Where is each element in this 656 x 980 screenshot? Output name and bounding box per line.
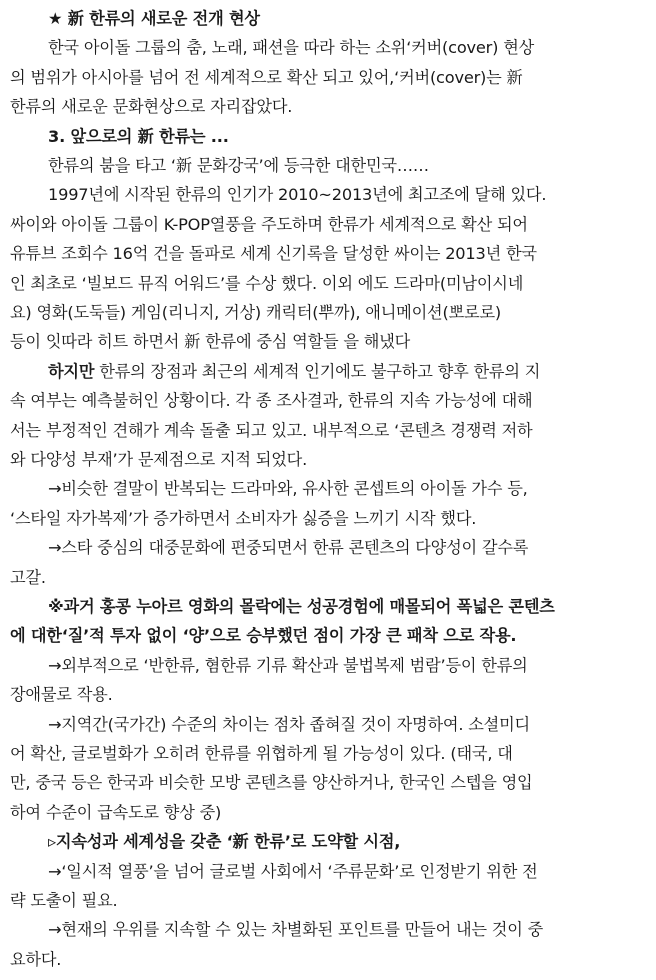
text-line: 서는 부정적인 견해가 계속 돌출 되고 있고. 내부적으로 ‘콘텐츠 경쟁력 저하 — [10, 420, 533, 440]
text-line: →현재의 우위를 지속할 수 있는 차별화된 포인트를 만들어 내는 것이 중 — [48, 920, 544, 940]
text-line: 3. 앞으로의 新 한류는 ... — [48, 126, 229, 146]
text-line: 등이 잇따라 히트 하면서 新 한류에 중심 역할들 을 해냈다 — [10, 332, 411, 352]
text-line: 요하다. — [10, 949, 62, 969]
text-line: 어 확산, 글로벌화가 오히려 한류를 위협하게 될 가능성이 있다. (태국, 대 — [10, 744, 513, 763]
text-line: 1997년에 시작된 한류의 인기가 2010~2013년에 최고조에 달해 있다. — [48, 185, 547, 205]
line-text: 한류의 장점과 최근의 세계적 인기에도 불구하고 향후 한류의 지 — [94, 361, 541, 381]
text-line: 에 대한‘질’적 투자 없이 ‘양’으로 승부했던 점이 가장 큰 패착 으로 작용. — [10, 626, 517, 646]
text-line: 한국 아이돌 그룹의 춤, 노래, 패션을 따라 하는 소위‘커버(cover) 현상 — [48, 38, 535, 58]
text-line: →외부적으로 ‘반한류, 혐한류 기류 확산과 불법복제 범람’등이 한류의 — [48, 655, 528, 675]
text-line: →‘일시적 열풍’을 넘어 글로벌 사회에서 ‘주류문화’로 인정받기 위한 전 — [48, 861, 538, 881]
text-line: ★ 新 한류의 새로운 전개 현상 — [48, 9, 260, 28]
text-line: 속 여부는 예측불허인 상황이다. 각 종 조사결과, 한류의 지속 가능성에 대해 — [10, 391, 533, 411]
text-line: 의 범위가 아시아를 넘어 전 세계적으로 확산 되고 있어,‘커버(cover)는 新 — [10, 67, 523, 87]
text-line: 유튜브 조회수 16억 건을 돌파로 세계 신기록을 달성한 싸이는 2013년 한국 — [10, 244, 537, 264]
text-line: →비슷한 결말이 반복되는 드라마와, 유사한 콘셉트의 아이돌 가수 등, — [48, 479, 528, 499]
text-line: 싸이와 아이돌 그룹이 K-POP열풍을 주도하며 한류가 세계적으로 확산 되어 — [10, 214, 528, 234]
text-line: 와 다양성 부재’가 문제점으로 지적 되었다. — [10, 450, 308, 469]
text-line: 고갈. — [10, 567, 46, 587]
text-line: ※과거 홍콩 누아르 영화의 몰락에는 성공경험에 매몰되어 폭넓은 콘텐츠 — [48, 597, 555, 616]
text-line: →지역간(국가간) 수준의 차이는 점차 좁혀질 것이 자명하여. 소셜미디 — [48, 714, 530, 734]
text-line: 인 최초로 ‘빌보드 뮤직 어워드’를 수상 했다. 이외 에도 드라마(미남이시네 — [10, 273, 524, 293]
text-line: 한류의 새로운 문화현상으로 자리잡았다. — [10, 97, 293, 117]
text-line: 장애물로 작용. — [10, 685, 113, 705]
emphasis-lead: 하지만 — [48, 361, 95, 381]
text-line: 만, 중국 등은 한국과 비슷한 모방 콘텐츠를 양산하거나, 한국인 스텝을 영입 — [10, 773, 533, 793]
text-line: ‘스타일 자가복제’가 증가하면서 소비자가 싫증을 느끼기 시작 했다. — [10, 508, 477, 528]
text-line: 하여 수준이 급속도로 향상 중) — [10, 802, 222, 822]
text-line: ▹지속성과 세계성을 갖춘 ‘新 한류’로 도약할 시점, — [48, 832, 401, 852]
text-line: 한류의 붐을 타고 ‘新 문화강국’에 등극한 대한민국…… — [48, 156, 429, 175]
text-line: 요) 영화(도둑들) 게임(리니지, 거상) 캐릭터(뿌까), 애니메이션(뽀로로) — [10, 303, 502, 322]
text-line: 략 도출이 필요. — [10, 891, 118, 910]
text-line: →스타 중심의 대중문화에 편중되면서 한류 콘텐츠의 다양성이 갈수록 — [48, 538, 529, 558]
text-line — [48, 361, 642, 383]
